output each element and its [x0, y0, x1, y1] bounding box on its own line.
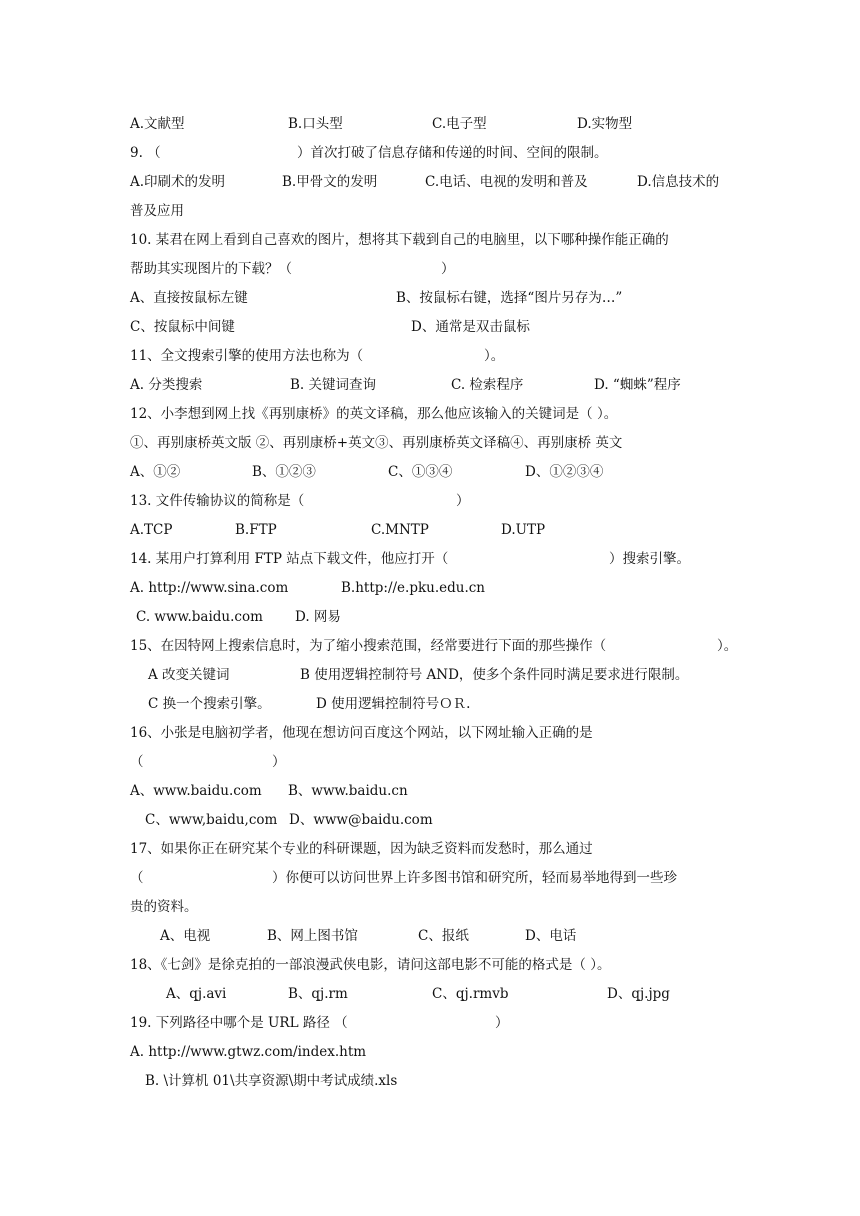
question-15 [0, 635, 860, 657]
option-c: C 换一个搜索引擎。 [148, 696, 271, 712]
option-c: C、按鼠标中间键 [130, 319, 235, 335]
option-b: B. 关键词查询 [290, 377, 377, 393]
line-options-q18 [0, 983, 860, 1005]
line-options-q19-a [0, 1041, 860, 1063]
question-10 [0, 229, 860, 251]
question-12 [0, 403, 860, 425]
question-text: ）。 [717, 638, 738, 654]
option-c: C.电子型 [432, 116, 487, 132]
option-d: D.信息技术的 [637, 174, 720, 190]
question-text: 15、在因特网上搜索信息时，为了缩小搜索范围，经常要进行下面的那些操作（ [130, 638, 607, 654]
question-12-keywords [0, 432, 860, 454]
line-options-q14-a [0, 577, 860, 599]
option-d: D、qj.jpg [607, 986, 670, 1002]
option-c: C. 检索程序 [451, 377, 524, 393]
option-a: A.印刷术的发明 [130, 174, 226, 190]
question-text: ）你便可以访问世界上许多图书馆和研究所，轻而易举地得到一些珍 [272, 870, 677, 886]
option-b: B. \计算机 01\共享资源\期中考试成绩.xls [145, 1073, 398, 1089]
option-b: B、qj.rm [288, 986, 348, 1002]
option-d: D、通常是双击鼠标 [411, 319, 530, 335]
option-b: B.甲骨文的发明 [282, 174, 378, 190]
option-d: D、①②③④ [525, 464, 604, 480]
option-c: C. www.baidu.com [136, 609, 263, 625]
line-options-q9-cont [0, 200, 860, 222]
line-options-q10-a [0, 287, 860, 309]
option-b: B、网上图书馆 [267, 928, 358, 944]
keyword-list: ①、再别康桥英文版 ②、再别康桥+英文③、再别康桥英文译稿④、再别康桥 英文 [130, 435, 623, 451]
question-text: 16、小张是电脑初学者，他现在想访问百度这个网站，以下网址输入正确的是 [130, 725, 593, 741]
option-a: A.TCP [130, 522, 173, 538]
line-options-q9 [0, 171, 860, 193]
option-d: D 使用逻辑控制符号ＯＲ. [316, 696, 471, 712]
question-text: ）搜索引擎。 [609, 551, 690, 567]
line-options-q16-a [0, 780, 860, 802]
option-a: A. 分类搜索 [130, 377, 203, 393]
question-text: 17、如果你正在研究某个专业的科研课题，因为缺乏资料而发愁时，那么通过 [130, 841, 593, 857]
question-text: 10. 某君在网上看到自己喜欢的图片，想将其下载到自己的电脑里，以下哪种操作能正确的 [130, 232, 669, 248]
line-options-q8 [0, 113, 860, 135]
question-18 [0, 954, 860, 976]
line-options-q15-b [0, 693, 860, 715]
option-a: A. http://www.gtwz.com/index.htm [130, 1044, 367, 1060]
line-options-q12 [0, 461, 860, 483]
question-text: （ [130, 870, 144, 886]
question-16 [0, 722, 860, 744]
question-19 [0, 1012, 860, 1034]
option-a: A、①② [130, 464, 181, 480]
question-17-cont [0, 867, 860, 889]
question-14 [0, 548, 860, 570]
question-text: ） [495, 1015, 509, 1031]
line-options-q15-a [0, 664, 860, 686]
option-b: B.FTP [235, 522, 277, 538]
answer-blank: ） [272, 754, 286, 770]
question-text: 帮助其实现图片的下载？（ [130, 261, 292, 277]
option-d: D. 网易 [295, 609, 341, 625]
line-options-q16-b [0, 809, 860, 831]
line-options-q19-b [0, 1070, 860, 1092]
question-17 [0, 838, 860, 860]
line-options-q14-b [0, 606, 860, 628]
question-text: 9. （ [130, 145, 161, 161]
option-c: C.MNTP [371, 522, 429, 538]
option-c: C、qj.rmvb [432, 986, 509, 1002]
option-d: D.UTP [501, 522, 546, 538]
option-c: C、www,baidu,com [145, 812, 278, 828]
question-17-cont2 [0, 896, 860, 918]
option-a: A、电视 [160, 928, 211, 944]
option-a: A、www.baidu.com [130, 783, 262, 799]
option-d: D、电话 [525, 928, 577, 944]
option-d: D.实物型 [577, 116, 633, 132]
question-text: 18、《七剑》是徐克拍的一部浪漫武侠电影，请问这部电影不可能的格式是（ ）。 [130, 957, 611, 973]
option-b: B.http://e.pku.edu.cn [341, 580, 486, 596]
option-b: B.口头型 [288, 116, 343, 132]
question-10-cont [0, 258, 860, 280]
question-11 [0, 345, 860, 367]
option-a: A 改变关键词 [148, 667, 230, 683]
question-text: ） [456, 493, 470, 509]
question-text: 11、全文搜索引擎的使用方法也称为（ [130, 348, 364, 364]
option-a: A、直接按鼠标左键 [130, 290, 248, 306]
question-text: 贵的资料。 [130, 899, 198, 915]
option-a: A. http://www.sina.com [130, 580, 289, 596]
line-options-q17 [0, 925, 860, 947]
question-16-blank [0, 751, 860, 773]
line-options-q11 [0, 374, 860, 396]
question-text: ）。 [484, 348, 505, 364]
option-c: C、报纸 [418, 928, 469, 944]
question-text: 14. 某用户打算利用 FTP 站点下载文件，他应打开（ [130, 551, 449, 567]
option-b: B、①②③ [252, 464, 316, 480]
question-13 [0, 490, 860, 512]
option-c: C、①③④ [388, 464, 453, 480]
question-text: ） [441, 261, 455, 277]
option-a: A.文献型 [130, 116, 185, 132]
option-d: D、www@baidu.com [289, 812, 433, 828]
question-9 [0, 142, 860, 164]
option-d: D. “蜘蛛”程序 [594, 377, 681, 393]
question-text: 19. 下列路径中哪个是 URL 路径 （ [130, 1015, 348, 1031]
option-d-cont: 普及应用 [130, 203, 184, 219]
question-text: ）首次打破了信息存储和传递的时间、空间的限制。 [297, 145, 608, 161]
option-b: B 使用逻辑控制符号 AND，使多个条件同时满足要求进行限制。 [300, 667, 689, 683]
option-b: B、www.baidu.cn [288, 783, 408, 799]
option-a: A、qj.avi [166, 986, 227, 1002]
option-b: B、按鼠标右键，选择“图片另存为…” [396, 290, 623, 306]
line-options-q13 [0, 519, 860, 541]
line-options-q10-b [0, 316, 860, 338]
question-text: 13. 文件传输协议的简称是（ [130, 493, 305, 509]
answer-blank: （ [130, 754, 144, 770]
question-text: 12、小李想到网上找《再别康桥》的英文译稿，那么他应该输入的关键词是（ ）。 [130, 406, 618, 422]
option-c: C.电话、电视的发明和普及 [425, 174, 588, 190]
